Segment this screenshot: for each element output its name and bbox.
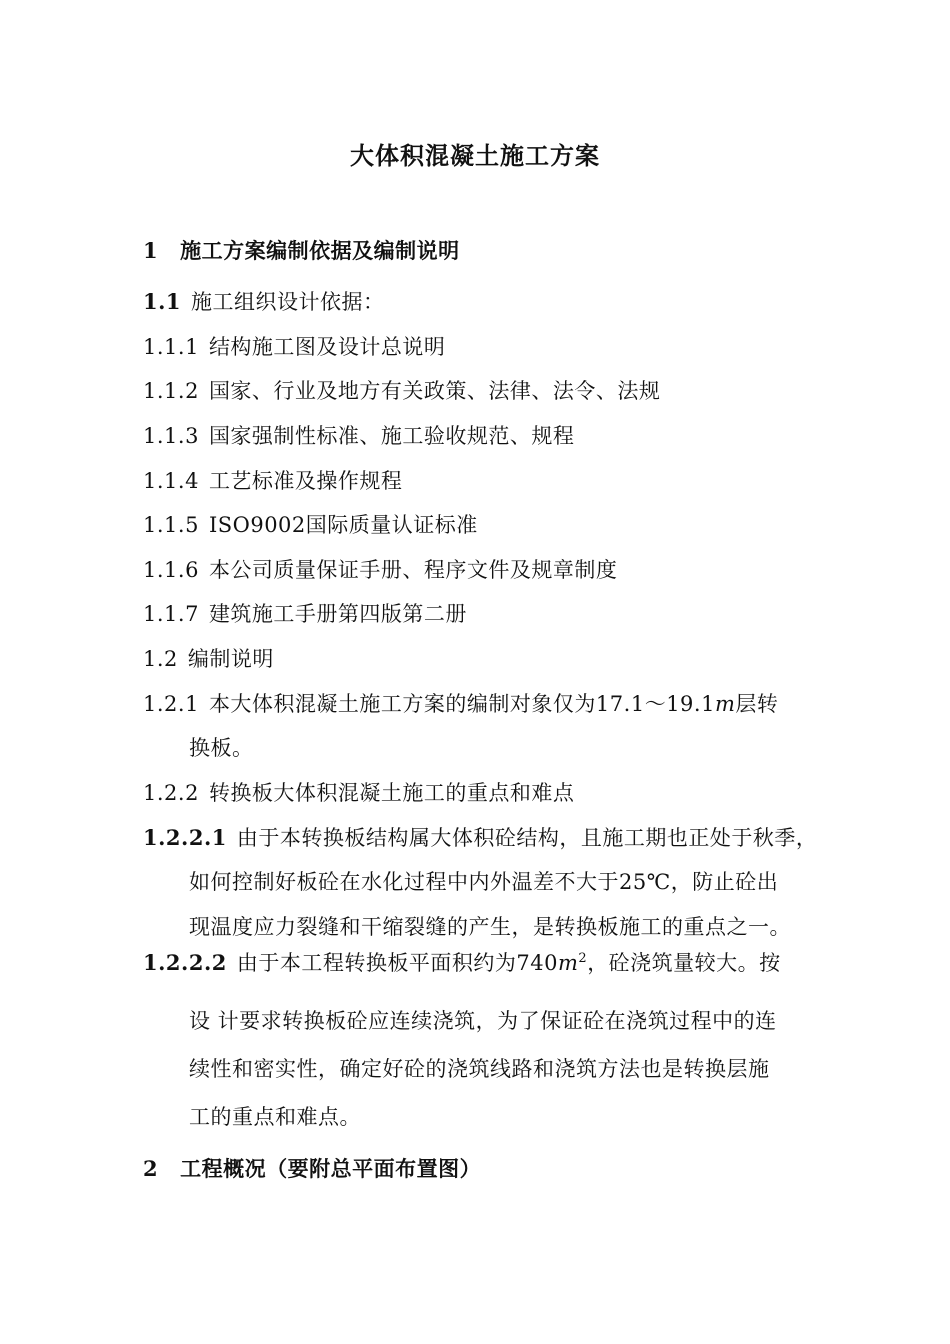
subsection-1-2	[143, 645, 274, 673]
section-number: 1.2	[143, 647, 178, 671]
unit-exponent: 2	[578, 951, 588, 966]
section-text: 国家强制性标准、施工验收规范、规程	[208, 424, 575, 448]
subsection-1-1	[143, 288, 385, 316]
section-title: 施工方案编制依据及编制说明	[180, 238, 460, 263]
item-1-2-2-1-line3	[189, 913, 791, 941]
section-number: 1.1	[143, 289, 182, 314]
section-text: 由于本工程转换板平面积约为740	[236, 951, 558, 975]
section-text: 如何控制好板砼在水化过程中内外温差不大于25℃，防止砼出	[189, 870, 779, 894]
section-text: 设 计要求转换板砼应连续浇筑，为了保证砼在浇筑过程中的连	[189, 1009, 777, 1033]
section-number: 1.1.2	[143, 379, 199, 403]
section-number: 1.1.7	[143, 602, 199, 626]
item-1-2-2	[143, 779, 574, 807]
section-number: 1.2.1	[143, 692, 199, 716]
item-1-2-2-2-line4	[189, 1103, 361, 1131]
section-2-heading	[143, 1155, 481, 1183]
section-number: 1.2.2.2	[143, 950, 227, 975]
section-1-heading	[143, 237, 460, 265]
item-1-1-2	[143, 377, 660, 405]
item-1-1-7	[143, 600, 467, 628]
section-text: 本公司质量保证手册、程序文件及规章制度	[208, 558, 618, 582]
section-text: 层转	[735, 692, 779, 716]
section-text: 工艺标准及操作规程	[208, 469, 403, 493]
item-1-2-2-2	[143, 949, 781, 977]
unit-symbol: m	[557, 951, 579, 975]
item-1-1-6	[143, 556, 617, 584]
section-text: 国家、行业及地方有关政策、法律、法令、法规	[208, 379, 661, 403]
page-title: 大体积混凝土施工方案	[350, 141, 600, 170]
section-text: 续性和密实性，确定好砼的浇筑线路和浇筑方法也是转换层施	[189, 1057, 770, 1081]
item-1-1-1	[143, 333, 445, 361]
item-1-1-5	[143, 511, 478, 539]
section-number: 1.1.3	[143, 424, 199, 448]
section-text: 建筑施工手册第四版第二册	[208, 602, 467, 626]
section-number: 1	[143, 238, 159, 263]
section-number: 1.1.4	[143, 469, 199, 493]
section-number: 2	[143, 1156, 159, 1181]
section-number: 1.2.2.1	[143, 825, 227, 850]
section-text: 结构施工图及设计总说明	[208, 335, 446, 359]
section-number: 1.1.5	[143, 513, 199, 537]
item-1-2-2-2-line3	[189, 1055, 770, 1083]
section-text: 转换板大体积混凝土施工的重点和难点	[208, 781, 575, 805]
item-1-2-2-2-line2	[189, 1007, 777, 1035]
item-1-2-2-1-line2	[189, 868, 778, 896]
section-text: ，砼浇筑量较大。按	[587, 951, 781, 975]
section-text: 编制说明	[187, 647, 274, 671]
section-number: 1.2.2	[143, 781, 199, 805]
item-1-1-3	[143, 422, 574, 450]
section-text: ISO9002国际质量认证标准	[208, 513, 478, 537]
section-text: 由于本转换板结构属大体积砼结构，且施工期也正处于秋季，	[236, 826, 818, 850]
section-text: 本大体积混凝土施工方案的编制对象仅为17.1～19.1	[208, 692, 715, 716]
section-title: 工程概况（要附总平面布置图）	[180, 1156, 482, 1181]
section-text: 换板。	[189, 736, 254, 760]
unit-symbol: m	[714, 692, 736, 716]
item-1-2-1	[143, 690, 778, 718]
item-1-1-4	[143, 467, 402, 495]
section-text: 工的重点和难点。	[189, 1105, 361, 1129]
item-1-2-1-continuation	[189, 734, 254, 762]
section-text: 现温度应力裂缝和干缩裂缝的产生，是转换板施工的重点之一。	[189, 915, 791, 939]
section-text: 施工组织设计依据：	[191, 290, 385, 314]
section-number: 1.1.1	[143, 335, 199, 359]
section-number: 1.1.6	[143, 558, 199, 582]
item-1-2-2-1	[143, 824, 817, 852]
